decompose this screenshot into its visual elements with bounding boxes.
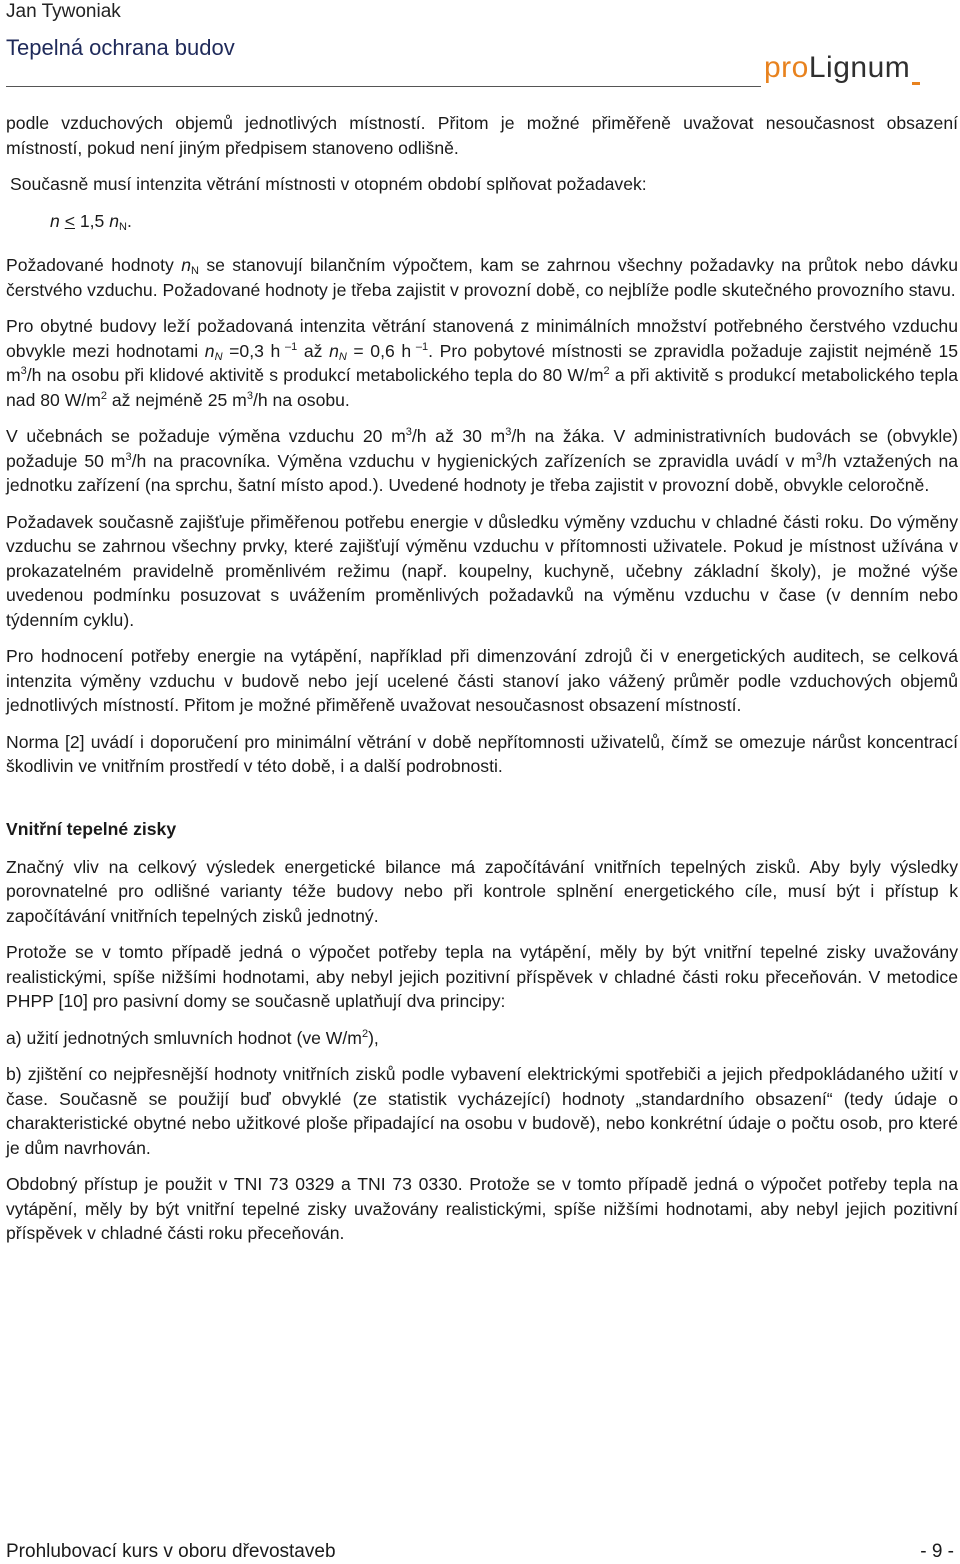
document-title: Tepelná ochrana budov [6, 35, 235, 60]
paragraph: Požadované hodnoty $n_N$ se stanovují bilančním výpočtem, kam se zahrnou všechny požadavky na průtok nebo dávku čerstvého vzduchu. Požadované hodnoty je třeba zajistit v provozní době, co nejblíže podle skutečného provozního stavu. [6, 255, 958, 300]
page-number: - 9 - [920, 1541, 954, 1562]
prolignum-logo [764, 48, 910, 88]
paragraph: Pro hodnocení potřeby energie na vytápění, například při dimenzování zdrojů či v energetických auditech, se celková intenzita výměny vzduchu v budově nebo její ucelené části stanoví jako vážený průměr podle vzduchových objemů jednotlivých místností. Přitom je možné přiměřeně uvažovat nesoučasnost obsazení místností. [6, 646, 958, 715]
paragraph: Současně musí intenzita větrání místnosti v otopném období splňovat požadavek: [10, 174, 647, 194]
paragraph: V učebnách se požaduje výměna vzduchu 20 $m^3/h$ až 30 $m^3/h$ na žáka. V administrativních budovách se (obvykle) požaduje 50 $m^3/h$ na pracovníka. Výměna vzduchu v hygienických zařízeních se zpravidla uvádí v $m^3/h$ vztažených na jednotku zařízení (na sprchu, šatní místo apod.). Uvedené hodnoty je třeba zajistit v provozní době, obvykle celoročně. [6, 426, 959, 495]
section-heading: Vnitřní tepelné zisky [6, 818, 177, 839]
logo-accent-mark [912, 82, 920, 85]
page-header [6, 0, 954, 92]
footer-course: Prohlubovací kurs v oboru dřevostaveb [6, 1541, 336, 1562]
list-item: b) zjištění co nejpřesnější hodnoty vnitřních zisků podle vybavení elektrickými spotřebiči a jejich předpokládaného užití v čase. Současně se použijí buď obvyklé (ze statistik vycházející) hodnoty „standardního obsazení“ (tedy údaje o charakteristické obytné nebo užitkové ploše připadající na osobu v budově), nebo konkrétní údaje o počtu osob, pro které je dům navrhován. [6, 1064, 958, 1158]
formula: n < 1,5 $n_N$. [50, 210, 132, 233]
paragraph: Protože se v tomto případě jedná o výpočet potřeby tepla na vytápění, měly by být vnitřní tepelné zisky uvažovány realistickými, spíše nižšími hodnotami, aby nebyl jejich pozitivní příspěvek v chladné části roku přeceňován. V metodice PHPP [10] pro pasivní domy se současně uplatňují dva principy: [6, 942, 958, 1011]
paragraph: Obdobný přístup je použit v TNI 73 0329 a TNI 73 0330. Protože se v tomto případě jedná o výpočet potřeby tepla na vytápění, měly by být vnitřní tepelné zisky uvažovány realistickými, spíše nižšími hodnotami, aby nebyl jejich pozitivní příspěvek v chladné části roku přeceňován. [6, 1174, 958, 1243]
logo-part-lignum: Lignum [808, 51, 911, 84]
logo-part-pro: pro [764, 51, 809, 84]
main-content [6, 111, 958, 1258]
paragraph: Norma [2] uvádí i doporučení pro minimální větrání v době nepřítomnosti uživatelů, čímž se omezuje nárůst koncentrací škodlivin ve vnitřním prostředí v této době, i a další podrobnosti. [6, 731, 958, 776]
paragraph: Požadavek současně zajišťuje přiměřenou potřebu energie v důsledku výměny vzduchu v chladné části roku. Do výměny vzduchu se zahrnou všechny prvky, které zajišťují výměnu vzduchu v přítomnosti uživatele. Pokud je místnost užívána v prokazatelném pravidelně proměnlivém režimu (např. koupelny, kuchyně, učebny základní školy), je možné výše uvedenou podmínku posuzovat s uvážením proměnlivých požadavků na výměnu vzduchu v čase (v denním nebo týdenním cyklu). [6, 511, 958, 630]
paragraph: podle vzduchových objemů jednotlivých místností. Přitom je možné přiměřeně uvažovat nesoučasnost obsazení místností, pokud není jiným předpisem stanoveno odlišně. [6, 113, 958, 158]
paragraph: Značný vliv na celkový výsledek energetické bilance má započítávání vnitřních tepelných zisků. Aby byly výsledky porovnatelné pro odlišné varianty téže budovy nebo při kontrole splnění energetického cíle, musí být i přístup k započítávání vnitřních tepelných zisků jednotný. [6, 856, 958, 926]
header-divider [6, 86, 761, 87]
page-footer [6, 1540, 954, 1564]
paragraph: Pro obytné budovy leží požadovaná intenzita větrání stanovená z minimálních množství potřebného čerstvého vzduchu obvykle mezi hodnotami $n_N =0,3$ h $^{-1}$ až $n_N = 0,6$ h $^{-1}$. Pro pobytové místnosti se zpravidla požaduje zajistit nejméně 15 $m^3/h$ na osobu při klidové aktivitě s produkcí metabolického tepla do 80 $W/m^2$ a při aktivitě s produkcí metabolického tepla nad 80 $W/m^2$ až nejméně 25 $m^3/h$ na osobu. [6, 316, 959, 410]
author-name: Jan Tywoniak [6, 1, 121, 22]
list-item: a) užití jednotných smluvních hodnot (ve $W/m^2$), [6, 1027, 379, 1048]
